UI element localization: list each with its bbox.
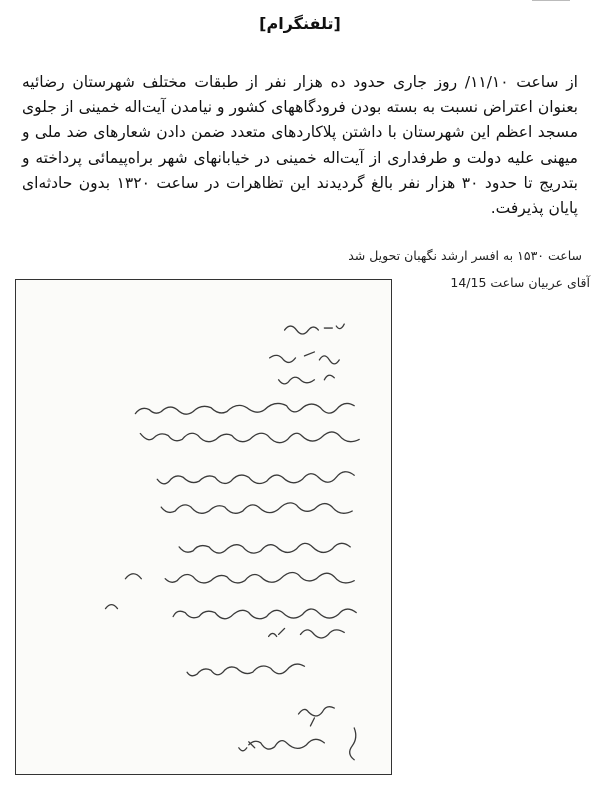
top-edge-line	[532, 0, 570, 1]
delivery-note: ساعت ۱۵۳۰ به افسر ارشد نگهبان تحویل شد	[348, 248, 582, 263]
handwriting-scribble-icon	[16, 280, 391, 774]
handwritten-scan-image	[15, 279, 392, 775]
addressee-line: آقای عربیان ساعت 14/15	[450, 275, 590, 290]
telegram-body-text: از ساعت ۱۱/۱۰/ روز جاری حدود ده هزار نفر از طبقات مختلف شهرستان رضائیه بعنوان اعتراض نسبت به بسته بودن فرودگاههای کشور و نیامدن آیت‌اله خمینی از جلوی مسجد اعظم این شهرستان با داشتن پلاکاردهای متعدد ضمن دادن شعارهای ضد ملی و میهنی علیه دولت و طرفداری از آیت‌اله خمینی در خیابانهای شهر براه‌پیمائی پرداخته و بتدریج تا حدود ۳۰ هزار نفر بالغ گردیدند این تظاهرات در ساعت ۱۳۲۰ بدون حادثه‌ای پایان پذیرفت.	[22, 73, 579, 218]
document-title: [تلفنگرام]	[259, 14, 341, 33]
